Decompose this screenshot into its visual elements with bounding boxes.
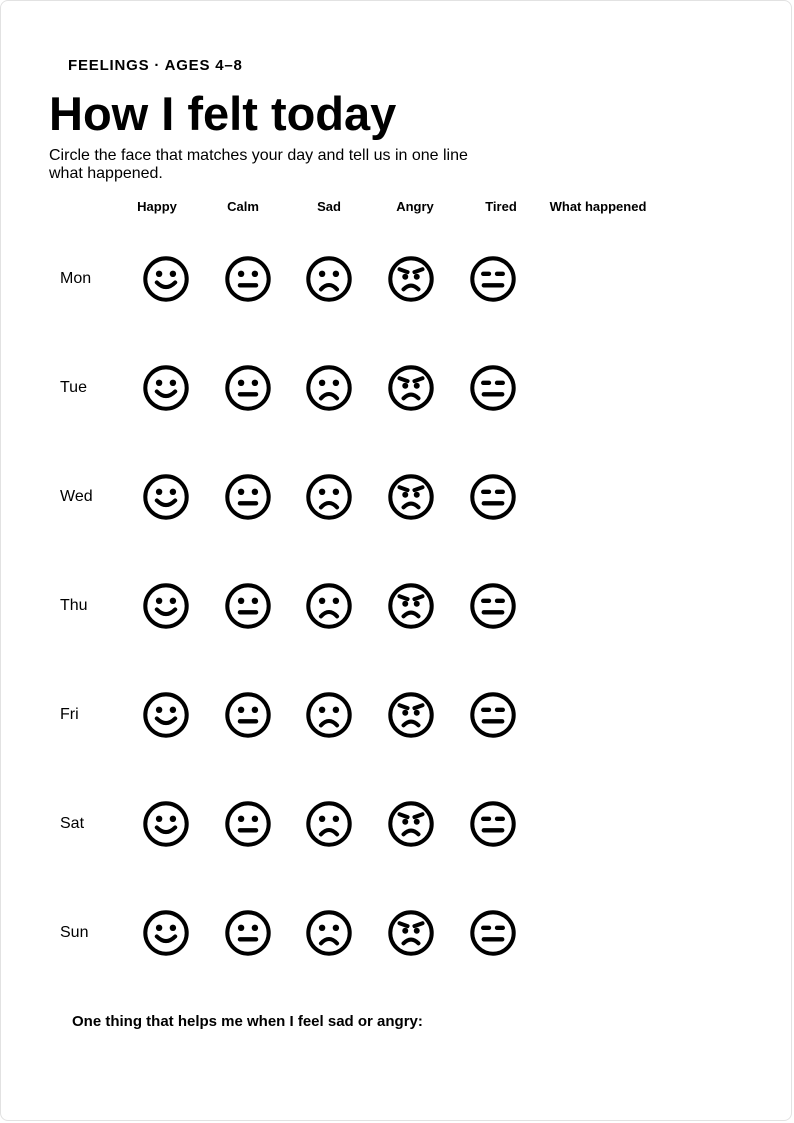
helps-me-answer-area[interactable] xyxy=(72,1039,722,1079)
day-label: Wed xyxy=(60,488,93,505)
sad-face-icon[interactable] xyxy=(306,583,352,629)
day-label: Tue xyxy=(60,379,87,396)
day-row-mon xyxy=(1,249,793,309)
angry-face-icon[interactable] xyxy=(388,474,434,520)
calm-face-icon[interactable] xyxy=(225,801,271,847)
column-header-angry: Angry xyxy=(396,199,434,214)
what-happened-field[interactable] xyxy=(561,813,761,835)
day-label: Thu xyxy=(60,597,88,614)
happy-face-icon[interactable] xyxy=(143,910,189,956)
tired-face-icon[interactable] xyxy=(470,692,516,738)
tired-face-icon[interactable] xyxy=(470,583,516,629)
tired-face-icon[interactable] xyxy=(470,256,516,302)
what-happened-field[interactable] xyxy=(561,486,761,508)
day-row-sun xyxy=(1,903,793,963)
angry-face-icon[interactable] xyxy=(388,256,434,302)
day-row-wed xyxy=(1,467,793,527)
angry-face-icon[interactable] xyxy=(388,583,434,629)
tired-face-icon[interactable] xyxy=(470,474,516,520)
sad-face-icon[interactable] xyxy=(306,910,352,956)
tired-face-icon[interactable] xyxy=(470,365,516,411)
column-header-happy: Happy xyxy=(137,199,177,214)
what-happened-field[interactable] xyxy=(561,922,761,944)
instructions: Circle the face that matches your day and tell us in one line what happened. xyxy=(49,147,468,182)
worksheet-category: FEELINGS · AGES 4–8 xyxy=(68,57,243,74)
day-label: Mon xyxy=(60,270,92,287)
happy-face-icon[interactable] xyxy=(143,474,189,520)
column-header-calm: Calm xyxy=(227,199,259,214)
day-label: Fri xyxy=(60,706,79,723)
angry-face-icon[interactable] xyxy=(388,692,434,738)
calm-face-icon[interactable] xyxy=(225,256,271,302)
what-happened-field[interactable] xyxy=(561,595,761,617)
tired-face-icon[interactable] xyxy=(470,801,516,847)
column-header-what-happened: What happened xyxy=(549,199,647,214)
day-row-thu xyxy=(1,576,793,636)
angry-face-icon[interactable] xyxy=(388,801,434,847)
sad-face-icon[interactable] xyxy=(306,256,352,302)
day-label: Sat xyxy=(60,815,85,832)
day-row-tue xyxy=(1,358,793,418)
calm-face-icon[interactable] xyxy=(225,365,271,411)
calm-face-icon[interactable] xyxy=(225,474,271,520)
angry-face-icon[interactable] xyxy=(388,910,434,956)
tired-face-icon[interactable] xyxy=(470,910,516,956)
happy-face-icon[interactable] xyxy=(143,583,189,629)
sad-face-icon[interactable] xyxy=(306,474,352,520)
happy-face-icon[interactable] xyxy=(143,365,189,411)
calm-face-icon[interactable] xyxy=(225,583,271,629)
day-label: Sun xyxy=(60,924,89,941)
what-happened-field[interactable] xyxy=(561,377,761,399)
page-title: How I felt today xyxy=(49,87,397,140)
day-row-fri xyxy=(1,685,793,745)
what-happened-field[interactable] xyxy=(561,268,761,290)
happy-face-icon[interactable] xyxy=(143,801,189,847)
sad-face-icon[interactable] xyxy=(306,365,352,411)
happy-face-icon[interactable] xyxy=(143,256,189,302)
calm-face-icon[interactable] xyxy=(225,910,271,956)
sad-face-icon[interactable] xyxy=(306,692,352,738)
what-happened-field[interactable] xyxy=(561,704,761,726)
column-header-tired: Tired xyxy=(485,199,517,214)
angry-face-icon[interactable] xyxy=(388,365,434,411)
sad-face-icon[interactable] xyxy=(306,801,352,847)
happy-face-icon[interactable] xyxy=(143,692,189,738)
helps-me-prompt: One thing that helps me when I feel sad or angry: xyxy=(72,1013,423,1030)
calm-face-icon[interactable] xyxy=(225,692,271,738)
day-row-sat xyxy=(1,794,793,854)
column-header-sad: Sad xyxy=(317,199,341,214)
